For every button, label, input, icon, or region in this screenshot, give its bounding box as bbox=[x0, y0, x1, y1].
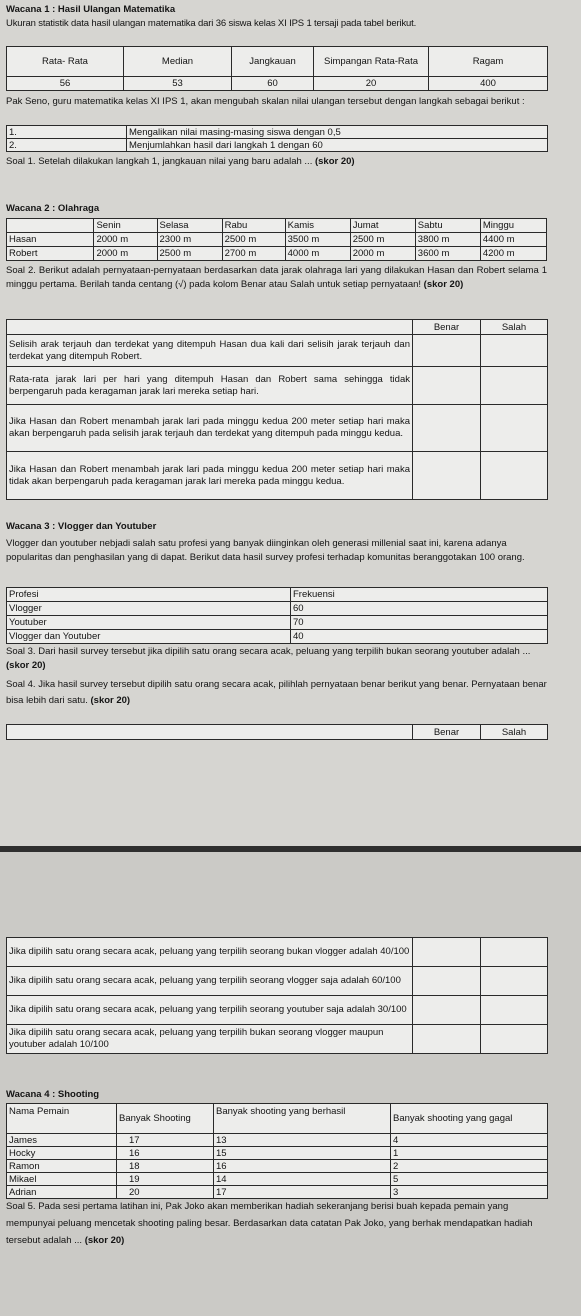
salah-checkbox[interactable] bbox=[481, 996, 548, 1025]
salah-checkbox[interactable] bbox=[481, 452, 548, 500]
shooting-header-total: Banyak Shooting bbox=[117, 1104, 214, 1134]
soal-1-text: Soal 1. Setelah dilakukan langkah 1, jangkauan nilai yang baru adalah ... bbox=[6, 156, 315, 167]
shooting-header-success: Banyak shooting yang berhasil bbox=[214, 1104, 391, 1134]
stats-value: 53 bbox=[124, 77, 232, 91]
statement: Jika dipilih satu orang secara acak, peluang yang terpilih seorang youtuber saja adalah 30/100 bbox=[7, 996, 413, 1025]
shooting-success: 17 bbox=[214, 1186, 391, 1199]
soal-3 bbox=[6, 645, 551, 673]
salah-checkbox[interactable] bbox=[481, 367, 548, 405]
distance-cell: 2000 m bbox=[94, 233, 157, 247]
distance-cell: 3500 m bbox=[285, 233, 350, 247]
salah-checkbox[interactable] bbox=[481, 967, 548, 996]
statement-header-empty bbox=[7, 320, 413, 335]
shooting-failed: 1 bbox=[391, 1147, 548, 1160]
shooting-total: 17 bbox=[117, 1134, 214, 1147]
benar-checkbox[interactable] bbox=[413, 996, 481, 1025]
survey-table bbox=[6, 587, 548, 644]
statements-table-2 bbox=[6, 319, 548, 500]
soal-2-score: (skor 20) bbox=[423, 279, 464, 290]
shooting-success: 14 bbox=[214, 1173, 391, 1186]
soal-5-text: Soal 5. Pada sesi pertama latihan ini, Pak Joko akan memberikan hadiah sekeranjang berisi buah kepada pemain yang mempunyai peluang mencetak shooting paling besar. Berdasarkan data catatan Pak Joko, yang berhak mendapatkan hadiah tersebut adalah ... bbox=[6, 1201, 533, 1246]
stats-header-median: Median bbox=[124, 47, 232, 77]
survey-header-frequency: Frekuensi bbox=[291, 588, 548, 602]
benar-header: Benar bbox=[413, 320, 481, 335]
step-text: Mengalikan nilai masing-masing siswa dengan 0,5 bbox=[127, 126, 548, 139]
player-name: Hocky bbox=[7, 1147, 117, 1160]
running-header-empty bbox=[7, 219, 94, 233]
shooting-success: 15 bbox=[214, 1147, 391, 1160]
shooting-success: 13 bbox=[214, 1134, 391, 1147]
wacana3-paragraph: Vlogger dan youtuber nebjadi salah satu profesi yang banyak diinginkan oleh generasi millenial saat ini, karena adanya popularitas dan penghasilan yang di dapat. Berikut data hasil survey profesi terhadap komunitas beranggotakan 100 orang. bbox=[6, 538, 525, 563]
distance-cell: 4200 m bbox=[480, 247, 546, 261]
player-name: Adrian bbox=[7, 1186, 117, 1199]
step-number: 1. bbox=[7, 126, 127, 139]
soal-1 bbox=[6, 156, 355, 168]
statement: Jika dipilih satu orang secara acak, peluang yang terpilih seorang bukan vlogger adalah 40/100 bbox=[7, 938, 413, 967]
statement: Rata-rata jarak lari per hari yang ditempuh Hasan dan Robert sama sehingga tidak berpengaruh pada keragaman jarak lari mereka setiap hari. bbox=[7, 367, 413, 405]
salah-checkbox[interactable] bbox=[481, 938, 548, 967]
survey-header-profession: Profesi bbox=[7, 588, 291, 602]
profession-cell: Vlogger bbox=[7, 602, 291, 616]
shooting-failed: 3 bbox=[391, 1186, 548, 1199]
distance-cell: 3600 m bbox=[415, 247, 480, 261]
stats-value: 56 bbox=[7, 77, 124, 91]
day-header: Sabtu bbox=[415, 219, 480, 233]
stats-header-mean: Rata- Rata bbox=[7, 47, 124, 77]
statement: Jika dipilih satu orang secara acak, peluang yang terpilih bukan seorang vlogger maupun youtuber adalah 10/100 bbox=[7, 1025, 413, 1054]
salah-checkbox[interactable] bbox=[481, 335, 548, 367]
day-header: Kamis bbox=[285, 219, 350, 233]
benar-header: Benar bbox=[413, 725, 481, 740]
distance-cell: 2500 m bbox=[350, 233, 415, 247]
shooting-total: 16 bbox=[117, 1147, 214, 1160]
shooting-table bbox=[6, 1103, 548, 1199]
shooting-failed: 4 bbox=[391, 1134, 548, 1147]
soal-4 bbox=[6, 677, 551, 709]
distance-cell: 2500 m bbox=[222, 233, 285, 247]
benar-checkbox[interactable] bbox=[413, 405, 481, 452]
shooting-total: 18 bbox=[117, 1160, 214, 1173]
statements-table-4-header bbox=[6, 724, 548, 740]
distance-cell: 2300 m bbox=[157, 233, 222, 247]
statements-table-4 bbox=[6, 937, 548, 1054]
salah-checkbox[interactable] bbox=[481, 1025, 548, 1054]
wacana1-paragraph: Pak Seno, guru matematika kelas XI IPS 1, akan mengubah skalan nilai ulangan tersebut dengan langkah sebagai berikut : bbox=[6, 96, 525, 107]
player-name: Ramon bbox=[7, 1160, 117, 1173]
profession-cell: Youtuber bbox=[7, 616, 291, 630]
soal-4-text: Soal 4. Jika hasil survey tersebut dipilih satu orang secara acak, pilihlah pernyataan benar berikut yang benar. Pernyataan benar bisa lebih dari satu. bbox=[6, 679, 547, 706]
steps-table bbox=[6, 125, 548, 152]
runner-name: Hasan bbox=[7, 233, 94, 247]
benar-checkbox[interactable] bbox=[413, 938, 481, 967]
distance-cell: 2700 m bbox=[222, 247, 285, 261]
worksheet-page-2 bbox=[0, 852, 581, 1316]
stats-value: 400 bbox=[429, 77, 548, 91]
soal-1-score: (skor 20) bbox=[314, 156, 355, 167]
player-name: James bbox=[7, 1134, 117, 1147]
wacana1-title: Wacana 1 : Hasil Ulangan Matematika bbox=[6, 4, 176, 15]
step-text: Menjumlahkan hasil dari langkah 1 dengan 60 bbox=[127, 139, 548, 152]
stats-value: 60 bbox=[232, 77, 314, 91]
benar-checkbox[interactable] bbox=[413, 335, 481, 367]
statement-header-empty bbox=[7, 725, 413, 740]
statement: Jika Hasan dan Robert menambah jarak lari pada minggu kedua 200 meter setiap hari maka akan berpengaruh pada selisih jarak terjauh dan terdekat yang ditempuh pada minggu kedua. bbox=[7, 405, 413, 452]
distance-cell: 2000 m bbox=[350, 247, 415, 261]
step-number: 2. bbox=[7, 139, 127, 152]
day-header: Rabu bbox=[222, 219, 285, 233]
day-header: Minggu bbox=[480, 219, 546, 233]
wacana1-intro: Ukuran statistik data hasil ulangan matematika dari 36 siswa kelas XI IPS 1 tersaji pada tabel berikut. bbox=[6, 18, 417, 29]
soal-3-text: Soal 3. Dari hasil survey tersebut jika dipilih satu orang secara acak, peluang yang terpilih bukan seorang youtuber adalah ... bbox=[6, 646, 531, 657]
stats-header-range: Jangkauan bbox=[232, 47, 314, 77]
stats-table bbox=[6, 46, 548, 91]
distance-cell: 2500 m bbox=[157, 247, 222, 261]
day-header: Selasa bbox=[157, 219, 222, 233]
salah-checkbox[interactable] bbox=[481, 405, 548, 452]
stats-value: 20 bbox=[314, 77, 429, 91]
shooting-header-player: Nama Pemain bbox=[7, 1104, 117, 1134]
stats-header-variance: Ragam bbox=[429, 47, 548, 77]
distance-cell: 4000 m bbox=[285, 247, 350, 261]
shooting-total: 19 bbox=[117, 1173, 214, 1186]
statement: Jika dipilih satu orang secara acak, peluang yang terpilih seorang vlogger saja adalah 60/100 bbox=[7, 967, 413, 996]
running-table bbox=[6, 218, 547, 261]
wacana4-title: Wacana 4 : Shooting bbox=[6, 1089, 100, 1100]
shooting-failed: 5 bbox=[391, 1173, 548, 1186]
stats-header-mean-deviation: Simpangan Rata-Rata bbox=[314, 47, 429, 77]
frequency-cell: 70 bbox=[291, 616, 548, 630]
statement: Selisih arak terjauh dan terdekat yang ditempuh Hasan dua kali dari selisih jarak terjauh dan terdekat yang ditempuh Robert. bbox=[7, 335, 413, 367]
benar-checkbox[interactable] bbox=[413, 1025, 481, 1054]
distance-cell: 2000 m bbox=[94, 247, 157, 261]
soal-5-score: (skor 20) bbox=[84, 1235, 125, 1246]
shooting-failed: 2 bbox=[391, 1160, 548, 1173]
frequency-cell: 60 bbox=[291, 602, 548, 616]
salah-header: Salah bbox=[481, 320, 548, 335]
benar-checkbox[interactable] bbox=[413, 367, 481, 405]
runner-name: Robert bbox=[7, 247, 94, 261]
profession-cell: Vlogger dan Youtuber bbox=[7, 630, 291, 644]
wacana3-title: Wacana 3 : Vlogger dan Youtuber bbox=[6, 521, 157, 532]
day-header: Jumat bbox=[350, 219, 415, 233]
soal-2 bbox=[6, 264, 547, 292]
shooting-total: 20 bbox=[117, 1186, 214, 1199]
soal-2-text: Soal 2. Berikut adalah pernyataan-pernyataan berdasarkan data jarak olahraga lari yang dilakukan Hasan dan Robert selama 1 minggu pertama. Berilah tanda centang (√) pada kolom Benar atau Salah untuk setiap pernyataan! bbox=[6, 265, 547, 290]
benar-checkbox[interactable] bbox=[413, 967, 481, 996]
statement: Jika Hasan dan Robert menambah jarak lari pada minggu kedua 200 meter setiap hari maka tidak akan berpengaruh pada keragaman jarak lari mereka pada minggu kedua. bbox=[7, 452, 413, 500]
salah-header: Salah bbox=[481, 725, 548, 740]
player-name: Mikael bbox=[7, 1173, 117, 1186]
shooting-header-failed: Banyak shooting yang gagal bbox=[391, 1104, 548, 1134]
shooting-success: 16 bbox=[214, 1160, 391, 1173]
day-header: Senin bbox=[94, 219, 157, 233]
soal-5 bbox=[6, 1198, 551, 1249]
distance-cell: 4400 m bbox=[480, 233, 546, 247]
frequency-cell: 40 bbox=[291, 630, 548, 644]
benar-checkbox[interactable] bbox=[413, 452, 481, 500]
soal-3-score: (skor 20) bbox=[6, 660, 46, 671]
distance-cell: 3800 m bbox=[415, 233, 480, 247]
soal-4-score: (skor 20) bbox=[90, 695, 131, 706]
wacana2-title: Wacana 2 : Olahraga bbox=[6, 203, 100, 214]
